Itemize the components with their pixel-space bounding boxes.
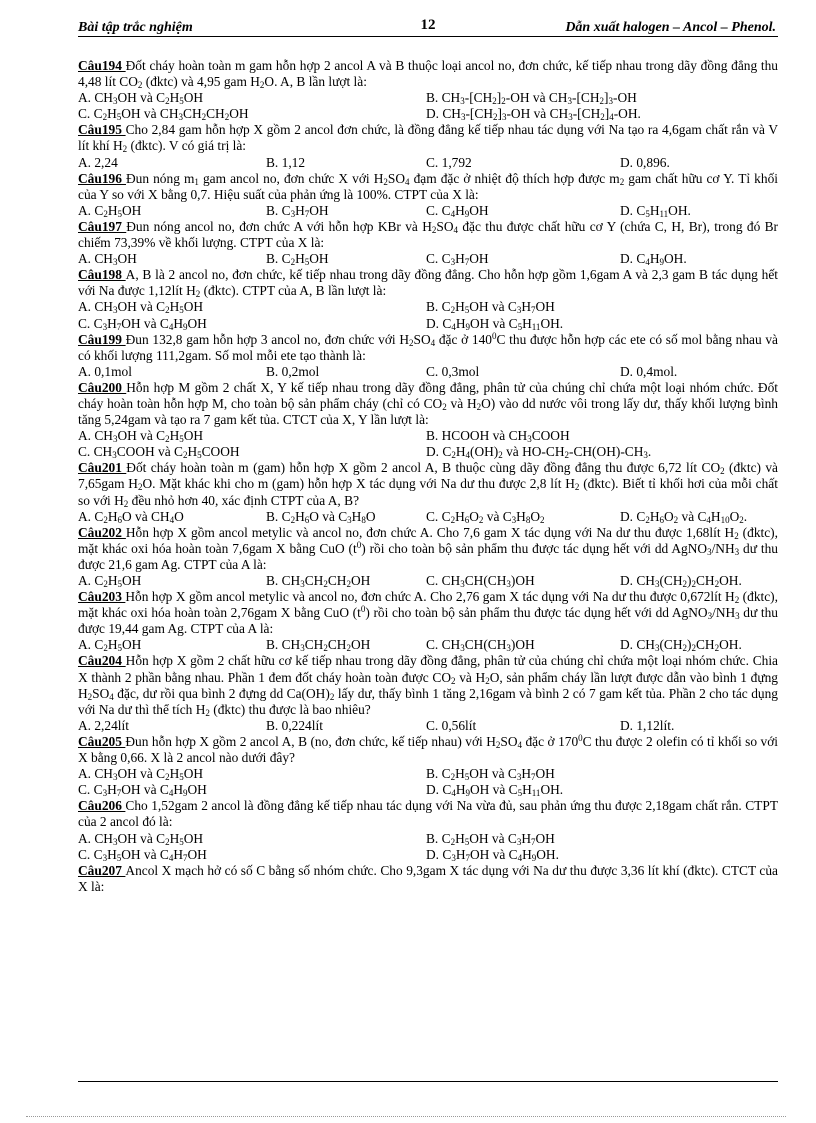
options-row [78,509,778,525]
question-8 [78,525,778,573]
question-text: Hỗn hợp M gồm 2 chất X, Y kế tiếp nhau trong dãy đồng đẳng, phân tử của chúng chỉ chứa một loại nhóm chức. Đốt cháy hoàn toàn hỗn hợp M, cho toàn bộ sản phẩm cháy (chỉ có $CO_2$ và $H_2O$) vào dd nước vôi trong lấy dư, thấy khối lượng bình tăng 5,24gam và tạo ra 7 gam kết tủa. CTCT của X, Y lần lượt là: [78,379,779,428]
question-number: Câu200 [78,379,127,395]
question-3 [78,219,778,251]
options-row [78,106,778,122]
option-b: B. $C_2H_5OH$ và $C_3H_7OH$ [426,299,555,316]
option-d: D. $CH_3-[CH_2]_3-OH$ và $CH_3-[CH_2]_4-OH$. [426,106,641,123]
options-row [78,316,778,332]
question-number: Câu195 [78,122,126,138]
question-text: Đun hỗn hợp X gồm 2 ancol A, B (no, đơn chức, kế tiếp nhau) với $H_2SO_4$ đặc ở $170^0C$ thu được 2 olefin có tỉ khối so với X bằng 0,66. X là 2 ancol nào dưới đây? [78,732,779,766]
question-number: Câu206 [78,798,126,814]
question-text: A, B là 2 ancol no, đơn chức, kế tiếp nhau trong dãy đồng đẳng. Cho hỗn hợp gồm 1,6gam A và 2,3 gam B tác dụng hết với Na được 1,12lít $H_2$ (đktc). CTPT của A, B lần lượt là: [78,267,778,300]
option-a: A. $CH_3OH$ và $C_2H_5OH$ [78,830,204,847]
options-row [78,766,778,782]
option-b: B. HCOOH và $CH_3COOH$ [426,428,570,445]
option-c: C. $C_3H_5OH$ và $C_4H_7OH$ [78,846,207,863]
options-row [78,444,778,460]
question-number: Câu199 [78,331,126,347]
options-row [78,428,778,444]
option-d: D. $C_4H_9OH$ và $C_5H_{11}OH$. [426,782,564,799]
question-4 [78,267,778,299]
question-text: Hỗn hợp X gồm 2 chất hữu cơ kế tiếp nhau trong dãy đồng đẳng, phân tử của chúng chỉ chứa một loại nhóm chức. Chia X thành 2 phần bằng nhau. Phần 1 đem đốt cháy hoàn toàn được $CO_2$ và $H_2O$, sản phẩm cháy lần lượt được dẫn vào bình 1 đựng $H_2SO_4$ đặc, dư rồi qua bình 2 đựng dd $Ca(OH)_2$ lấy dư, thấy bình 1 tăng 2,16gam và bình 2 có 7 gam kết tủa. Phần 2 cho tác dụng với Na dư thì thể tích $H_2$ (đktc) thu được là bao nhiêu? [78,653,779,718]
document-page [78,0,778,1123]
option-b: B. $CH_3-[CH_2]_2-OH$ và $CH_3-[CH_2]_3-OH$ [426,90,637,107]
question-number: Câu201 [78,460,127,476]
option-a: A. $CH_3OH$ và $C_2H_5OH$ [78,299,204,316]
question-text: Đốt cháy hoàn toàn m gam hỗn hợp 2 ancol A và B thuộc loại ancol no, đơn chức, kế tiếp nhau trong dãy đồng đẳng thu 4,48 lít $CO_2$ (đktc) và 4,95 gam $H_2O$. A, B lần lượt là: [78,58,779,91]
option-a: A. $C_2H_5OH$ [78,573,142,589]
option-d: D. $C_5H_{11}OH$. [620,202,691,219]
option-a: A. $CH_3OH$ và $C_2H_5OH$ [78,90,204,107]
option-a: A. $CH_3OH$ [78,251,137,268]
option-a: A. 0,1mol [78,363,132,379]
option-d: D. $C_4H_9OH$ và $C_5H_{11}OH$. [426,315,564,332]
options-row [78,637,778,653]
page-number: 12 [420,17,436,33]
question-6 [78,380,778,428]
question-text: Hỗn hợp X gồm ancol metylic và ancol no, đơn chức A. Cho 2,76 gam X tác dụng với Na dư thu được 0,672lít $H_2$ (đktc), mặt khác oxi hóa hoàn toàn 2,76gam X bằng CuO $(t^0)$ rồi cho toàn bộ sản phẩm thu được tác dụng hết với dd $AgNO_3/NH_3$ dư thu được 19,44 gam Ag. CTPT của A là: [78,589,778,637]
options-row [78,155,778,171]
option-b: B. 0,2mol [266,363,320,379]
option-d: D. $CH_3(CH_2)_2CH_2OH$. [620,637,742,654]
question-text: Hỗn hợp X gồm ancol metylic và ancol no, đơn chức A. Cho 7,6 gam X tác dụng với Na dư thu được 1,68lít $H_2$ (đktc), mặt khác oxi hóa hoàn toàn 7,6gam X bằng CuO $(t^0)$ rồi cho toàn bộ sản phẩm thu được tác dụng hết với dd $AgNO_3/NH_3$ dư thu được 21,6 gam Ag. CTPT của A là: [78,524,778,572]
question-text: Đun 132,8 gam hỗn hợp 3 ancol no, đơn chức với $H_2SO_4$ đặc ở $140^0C$ thu được hỗn hợp các ete có số mol bằng nhau và có khối lượng 111,2gam. Số mol mỗi ete tạo thành là: [78,330,779,363]
options-row [78,847,778,863]
option-d: D. 1,12lít. [620,717,675,733]
question-text: Đốt cháy hoàn toàn m (gam) hỗn hợp X gồm 2 ancol A, B thuộc cùng dãy đồng đẳng thu được 6,72 lít $CO_2$ (đktc) và 7,65gam $H_2O$. Mặt khác khi cho m (gam) hỗn hợp X tác dụng với Na dư thu được 2,8 lít $H_2$ (đktc). Biết tỉ khối hơi của mỗi chất so với $H_2$ đều nhỏ hơn 40, xác định CTPT của A, B? [78,460,779,509]
question-number: Câu194 [78,58,126,73]
option-c: C. $C_2H_6O_2$ và $C_3H_8O_2$ [426,508,545,525]
question-12 [78,798,778,830]
header-right-title: Dẫn xuất halogen – Ancol – Phenol. [565,20,776,35]
option-c: C. $C_3H_7OH$ [426,251,489,268]
options-row [78,299,778,315]
options-row [78,251,778,267]
question-number: Câu203 [78,589,126,605]
option-b: B. $C_3H_7OH$ [266,202,329,219]
option-c: C. $C_3H_7OH$ và $C_4H_9OH$ [78,315,207,332]
option-b: B. $C_2H_5OH$ [266,251,329,268]
options-row [78,364,778,380]
question-list [78,58,778,895]
option-c: C. $CH_3CH(CH_3)OH$ [426,573,535,589]
options-row [78,831,778,847]
option-c: C. $CH_3COOH$ và $C_2H_5COOH$ [78,444,240,461]
question-number: Câu197 [78,218,127,234]
option-b: B. $C_2H_5OH$ và $C_3H_7OH$ [426,766,555,783]
options-row [78,90,778,106]
option-b: B. $CH_3CH_2CH_2OH$ [266,637,371,654]
question-2 [78,171,778,203]
question-11 [78,734,778,766]
question-text: Đun nóng ancol no, đơn chức A với hỗn hợp KBr và $H_2SO_4$ đặc thu được chất hữu cơ Y (chứa C, H, Br), trong đó Br chiếm 73,39% về khối lượng. CTPT của X là: [78,218,778,251]
option-d: D. $C_3H_7OH$ và $C_4H_9OH$. [426,846,559,863]
option-a: A. 2,24lít [78,717,129,733]
question-number: Câu202 [78,524,126,540]
option-d: D. $C_2H_6O_2$ và $C_4H_{10}O_2$. [620,508,748,525]
option-b: B. $C_2H_5OH$ và $C_3H_7OH$ [426,830,555,847]
option-b: B. $CH_3CH_2CH_2OH$ [266,573,371,589]
question-0 [78,58,778,90]
option-a: A. $CH_3OH$ và $C_2H_5OH$ [78,428,204,445]
option-b: B. 0,224lít [266,717,323,733]
option-d: D. 0,896. [620,154,670,170]
option-a: A. 2,24 [78,154,118,170]
options-row [78,782,778,798]
option-c: C. 1,792 [426,154,472,170]
option-a: A. $C_2H_5OH$ [78,637,142,654]
option-d: D. $CH_3(CH_2)_2CH_2OH$. [620,573,742,589]
question-number: Câu198 [78,267,126,283]
question-7 [78,460,778,508]
option-b: B. $C_2H_6O$ và $C_3H_8O$ [266,508,376,525]
question-number: Câu207 [78,862,126,878]
header-left-title: Bài tập trắc nghiệm [78,20,193,35]
question-number: Câu196 [78,170,126,186]
option-c: C. $C_3H_7OH$ và $C_4H_9OH$ [78,782,207,799]
option-d: D. $C_2H_4(OH)_2$ và $HO-CH_2-CH(OH)-CH_3$. [426,444,652,461]
option-c: C. 0,56lít [426,717,477,733]
question-5 [78,332,778,364]
option-b: B. 1,12 [266,154,306,170]
question-text: Ancol X mạch hở có số C bằng số nhóm chức. Cho 9,3gam X tác dụng với Na dư thu được 3,36 lít khí (đktc). CTCT của X là: [78,862,778,894]
option-d: D. $C_4H_9OH$. [620,251,687,268]
page-edge-dotted-line [26,1116,786,1117]
question-9 [78,589,778,637]
options-row [78,718,778,734]
option-a: A. $C_2H_5OH$ [78,202,142,219]
question-text: Cho 2,84 gam hỗn hợp X gồm 2 ancol đơn chức, là đồng đẳng kế tiếp nhau tác dụng với Na tạo ra 4,6gam chất rắn và V lít khí $H_2$ (đktc). V có giá trị là: [78,122,779,155]
footer-rule [78,1081,778,1082]
question-number: Câu204 [78,653,126,669]
option-c: C. $C_4H_9OH$ [426,202,489,219]
question-text: Cho 1,52gam 2 ancol là đồng đẳng kế tiếp nhau tác dụng với Na vừa đủ, sau phản ứng thu được 2,18gam chất rắn. CTPT của 2 ancol đó là: [78,798,778,830]
question-text: Đun nóng $m_1$ gam ancol no, đơn chức X với $H_2SO_4$ đạm đặc ở nhiệt độ thích hợp được $m_2$ gam chất hữu cơ Y. Tỉ khối của Y so với X bằng 0,7. Hiệu suất của phản ứng là 100%. CTPT của X là: [78,170,778,202]
option-a: A. $CH_3OH$ và $C_2H_5OH$ [78,766,204,783]
options-row [78,203,778,219]
page-header [78,16,778,37]
options-row [78,573,778,589]
question-13 [78,863,778,895]
question-1 [78,122,778,154]
question-10 [78,653,778,717]
question-number: Câu205 [78,733,126,749]
option-d: D. 0,4mol. [620,363,678,379]
option-c: C. $C_2H_5OH$ và $CH_3CH_2CH_2OH$ [78,106,249,123]
option-c: C. 0,3mol [426,363,480,379]
option-c: C. $CH_3CH(CH_3)OH$ [426,637,535,654]
option-a: A. $C_2H_6O$ và $CH_4O$ [78,508,184,525]
